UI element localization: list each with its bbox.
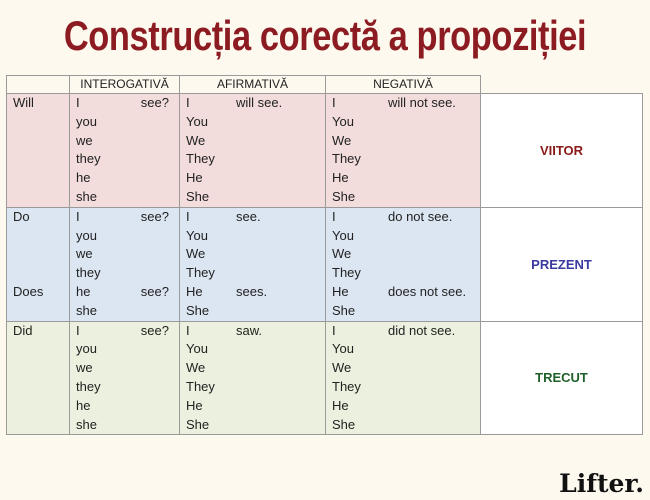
affirmative-line xyxy=(180,302,325,321)
pronoun: She xyxy=(332,416,356,432)
interrogative-line xyxy=(70,322,179,341)
tense-label-present: PREZENT xyxy=(481,207,643,321)
interrogative-line xyxy=(70,378,179,397)
aux-word xyxy=(7,302,69,321)
aux-word: Does xyxy=(13,283,44,299)
aux-word xyxy=(7,359,69,378)
interrogative-line xyxy=(70,416,179,435)
verb-form: do not see. xyxy=(388,208,453,224)
interrogative-line xyxy=(70,150,179,169)
negative-line xyxy=(326,169,480,188)
interrogative-line xyxy=(70,208,179,227)
pronoun: You xyxy=(332,113,354,129)
pronoun: I xyxy=(186,208,190,224)
pronoun: He xyxy=(186,170,203,186)
affirmative-line xyxy=(180,245,325,264)
affirmative-line xyxy=(180,322,325,341)
aux-word xyxy=(7,227,69,246)
pronoun: She xyxy=(186,302,210,318)
negative-line xyxy=(326,378,480,397)
interrogative-line xyxy=(70,283,179,302)
header-interrogative: INTEROGATIVĂ xyxy=(70,76,180,94)
pronoun: you xyxy=(76,227,97,243)
verb-form: see? xyxy=(140,283,169,299)
affirmative-line xyxy=(180,169,325,188)
affirmative-line xyxy=(180,397,325,416)
pronoun: He xyxy=(186,283,203,299)
header-negative: NEGATIVĂ xyxy=(326,76,481,94)
pronoun: They xyxy=(332,265,361,281)
negative-line xyxy=(326,283,480,302)
affirmative-line xyxy=(180,150,325,169)
interrogative-cell xyxy=(70,207,180,321)
verb-form: will not see. xyxy=(388,95,456,110)
negative-line xyxy=(326,397,480,416)
affirmative-line xyxy=(180,113,325,132)
interrogative-line xyxy=(70,94,179,113)
negative-line xyxy=(326,113,480,132)
pronoun: she xyxy=(76,416,97,432)
verb-form: sees. xyxy=(236,283,268,299)
lifter-logo: Lifter. xyxy=(559,469,644,498)
pronoun: I xyxy=(332,208,336,224)
pronoun: They xyxy=(332,151,361,167)
pronoun: He xyxy=(332,170,349,186)
verb-form: does not see. xyxy=(388,283,467,299)
affirmative-line xyxy=(180,340,325,359)
sentence-construction-table xyxy=(6,75,643,435)
aux-word xyxy=(7,169,69,188)
pronoun: she xyxy=(76,302,97,318)
pronoun: We xyxy=(186,246,206,262)
verb-form: see. xyxy=(236,208,261,224)
interrogative-cell xyxy=(70,321,180,435)
aux-cell xyxy=(7,94,70,208)
negative-line xyxy=(326,245,480,264)
negative-line xyxy=(326,416,480,435)
negative-line xyxy=(326,340,480,359)
interrogative-line xyxy=(70,132,179,151)
negative-line xyxy=(326,322,480,341)
pronoun: We xyxy=(332,246,352,262)
affirmative-line xyxy=(180,359,325,378)
aux-word xyxy=(7,245,69,264)
aux-word xyxy=(7,378,69,397)
tense-label-past: TRECUT xyxy=(481,321,643,435)
affirmative-line xyxy=(180,378,325,397)
section-row-present xyxy=(7,207,643,321)
negative-line xyxy=(326,132,480,151)
pronoun: She xyxy=(186,416,210,432)
affirmative-cell xyxy=(180,207,326,321)
aux-word: Do xyxy=(13,208,30,224)
aux-word xyxy=(7,113,69,132)
interrogative-line xyxy=(70,188,179,207)
aux-cell xyxy=(7,207,70,321)
affirmative-line xyxy=(180,208,325,227)
negative-line xyxy=(326,150,480,169)
affirmative-cell xyxy=(180,94,326,208)
pronoun: we xyxy=(76,360,93,376)
pronoun: she xyxy=(76,188,97,204)
aux-word xyxy=(7,397,69,416)
interrogative-line xyxy=(70,397,179,416)
affirmative-line xyxy=(180,188,325,207)
negative-cell xyxy=(326,94,481,208)
pronoun: They xyxy=(186,378,215,394)
negative-cell xyxy=(326,207,481,321)
verb-form: see? xyxy=(140,322,169,338)
pronoun: She xyxy=(332,302,356,318)
aux-word xyxy=(7,188,69,207)
pronoun: I xyxy=(76,95,80,110)
negative-line xyxy=(326,264,480,283)
interrogative-line xyxy=(70,113,179,132)
verb-form: see? xyxy=(140,95,169,110)
pronoun: you xyxy=(76,341,97,357)
verb-form: will see. xyxy=(236,95,283,110)
pronoun: He xyxy=(186,397,203,413)
verb-form: see? xyxy=(140,208,169,224)
affirmative-line xyxy=(180,416,325,435)
aux-word xyxy=(7,264,69,283)
aux-word xyxy=(7,132,69,151)
pronoun: You xyxy=(186,227,208,243)
pronoun: You xyxy=(332,341,354,357)
pronoun: We xyxy=(186,132,206,148)
pronoun: I xyxy=(76,322,80,338)
verb-form: did not see. xyxy=(388,322,456,338)
header-cell-aux xyxy=(7,76,70,94)
pronoun: I xyxy=(76,208,80,224)
aux-word xyxy=(7,416,69,435)
header-row xyxy=(7,76,643,94)
page-title: Construcția corectă a propoziției xyxy=(63,12,587,59)
negative-line xyxy=(326,208,480,227)
interrogative-cell xyxy=(70,94,180,208)
pronoun: he xyxy=(76,170,91,186)
pronoun: They xyxy=(186,265,215,281)
aux-word xyxy=(7,150,69,169)
pronoun: She xyxy=(186,188,210,204)
negative-line xyxy=(326,359,480,378)
affirmative-line xyxy=(180,94,325,113)
negative-line xyxy=(326,227,480,246)
pronoun: We xyxy=(332,360,352,376)
negative-line xyxy=(326,94,480,113)
negative-line xyxy=(326,188,480,207)
pronoun: You xyxy=(186,113,208,129)
pronoun: They xyxy=(186,151,215,167)
pronoun: They xyxy=(332,378,361,394)
affirmative-line xyxy=(180,227,325,246)
pronoun: We xyxy=(186,360,206,376)
tense-label-future: VIITOR xyxy=(481,94,643,208)
pronoun: we xyxy=(76,246,93,262)
affirmative-line xyxy=(180,132,325,151)
interrogative-line xyxy=(70,227,179,246)
affirmative-cell xyxy=(180,321,326,435)
aux-word: Did xyxy=(13,322,33,338)
interrogative-line xyxy=(70,245,179,264)
pronoun: they xyxy=(76,378,101,394)
aux-word: Will xyxy=(13,95,34,110)
verb-form: saw. xyxy=(236,322,263,338)
header-cell-blank xyxy=(481,76,643,94)
pronoun: You xyxy=(186,341,208,357)
interrogative-line xyxy=(70,264,179,283)
affirmative-line xyxy=(180,264,325,283)
header-affirmative: AFIRMATIVĂ xyxy=(180,76,326,94)
pronoun: She xyxy=(332,188,356,204)
pronoun: He xyxy=(332,283,349,299)
pronoun: he xyxy=(76,283,91,299)
pronoun: I xyxy=(186,322,190,338)
interrogative-line xyxy=(70,169,179,188)
interrogative-line xyxy=(70,302,179,321)
section-row-future xyxy=(7,94,643,208)
interrogative-line xyxy=(70,359,179,378)
aux-cell xyxy=(7,321,70,435)
section-row-past xyxy=(7,321,643,435)
pronoun: You xyxy=(332,227,354,243)
negative-line xyxy=(326,302,480,321)
pronoun: I xyxy=(332,322,336,338)
aux-word xyxy=(7,340,69,359)
pronoun: He xyxy=(332,397,349,413)
pronoun: We xyxy=(332,132,352,148)
interrogative-line xyxy=(70,340,179,359)
pronoun: you xyxy=(76,113,97,129)
pronoun: they xyxy=(76,265,101,281)
pronoun: they xyxy=(76,151,101,167)
pronoun: I xyxy=(332,95,336,110)
affirmative-line xyxy=(180,283,325,302)
pronoun: I xyxy=(186,95,190,110)
pronoun: he xyxy=(76,397,91,413)
pronoun: we xyxy=(76,132,93,148)
negative-cell xyxy=(326,321,481,435)
